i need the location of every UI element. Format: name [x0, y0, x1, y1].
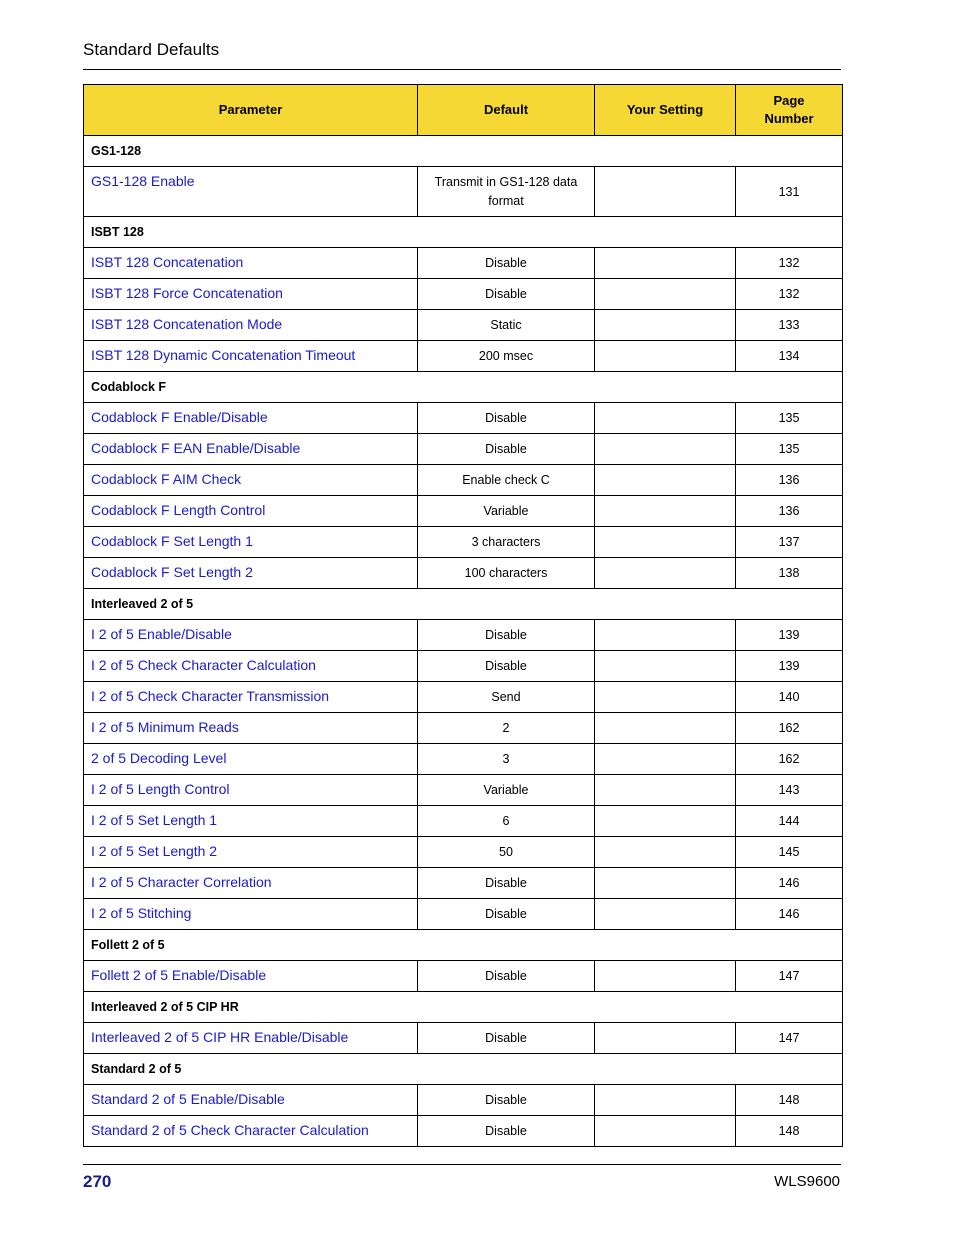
default-value: Disable	[418, 899, 595, 930]
section-heading: GS1-128	[84, 136, 843, 167]
table-row	[84, 558, 843, 589]
parameter-link[interactable]: GS1-128 Enable	[84, 167, 418, 217]
page-number-header-text: Page Number	[764, 93, 814, 126]
parameter-link[interactable]: 2 of 5 Decoding Level	[84, 744, 418, 775]
product-name: WLS9600	[774, 1173, 840, 1190]
your-setting-cell[interactable]	[595, 167, 736, 217]
table-row	[84, 1116, 843, 1147]
your-setting-cell[interactable]	[595, 806, 736, 837]
parameter-link[interactable]: Codablock F AIM Check	[84, 465, 418, 496]
parameter-link[interactable]: ISBT 128 Concatenation	[84, 248, 418, 279]
page-number-cell: 148	[736, 1085, 843, 1116]
your-setting-cell[interactable]	[595, 1116, 736, 1147]
parameter-link[interactable]: I 2 of 5 Check Character Calculation	[84, 651, 418, 682]
footer-rule	[83, 1164, 841, 1165]
section-heading: ISBT 128	[84, 217, 843, 248]
parameter-link[interactable]: Standard 2 of 5 Enable/Disable	[84, 1085, 418, 1116]
parameter-link[interactable]: ISBT 128 Dynamic Concatenation Timeout	[84, 341, 418, 372]
parameter-link[interactable]: I 2 of 5 Stitching	[84, 899, 418, 930]
your-setting-cell[interactable]	[595, 310, 736, 341]
table-row	[84, 961, 843, 992]
your-setting-cell[interactable]	[595, 341, 736, 372]
default-value: Disable	[418, 961, 595, 992]
default-value: Send	[418, 682, 595, 713]
section-row	[84, 992, 843, 1023]
table-row	[84, 837, 843, 868]
parameter-link[interactable]: I 2 of 5 Set Length 2	[84, 837, 418, 868]
page-number-cell: 147	[736, 1023, 843, 1054]
page-number-cell: 132	[736, 248, 843, 279]
page-number-cell: 139	[736, 651, 843, 682]
parameter-link[interactable]: Codablock F Set Length 1	[84, 527, 418, 558]
page-number-cell: 144	[736, 806, 843, 837]
page-number-cell: 137	[736, 527, 843, 558]
section-heading: Follett 2 of 5	[84, 930, 843, 961]
page-number-cell: 139	[736, 620, 843, 651]
table-row	[84, 248, 843, 279]
page-number-cell: 143	[736, 775, 843, 806]
default-value: Disable	[418, 434, 595, 465]
your-setting-cell[interactable]	[595, 961, 736, 992]
default-value: Static	[418, 310, 595, 341]
table-row	[84, 868, 843, 899]
parameter-link[interactable]: ISBT 128 Concatenation Mode	[84, 310, 418, 341]
page-number-cell: 133	[736, 310, 843, 341]
default-value: 200 msec	[418, 341, 595, 372]
page-number-cell: 147	[736, 961, 843, 992]
section-row	[84, 217, 843, 248]
your-setting-cell[interactable]	[595, 403, 736, 434]
defaults-table	[83, 84, 843, 1147]
column-header-your-setting: Your Setting	[595, 85, 736, 136]
your-setting-cell[interactable]	[595, 527, 736, 558]
section-row	[84, 372, 843, 403]
column-header-parameter: Parameter	[84, 85, 418, 136]
parameter-link[interactable]: I 2 of 5 Character Correlation	[84, 868, 418, 899]
table-body	[84, 136, 843, 1147]
section-heading: Interleaved 2 of 5 CIP HR	[84, 992, 843, 1023]
page-number-cell: 140	[736, 682, 843, 713]
your-setting-cell[interactable]	[595, 744, 736, 775]
table-row	[84, 1023, 843, 1054]
table-row	[84, 527, 843, 558]
parameter-link[interactable]: Codablock F Set Length 2	[84, 558, 418, 589]
table-row	[84, 310, 843, 341]
table-row	[84, 620, 843, 651]
your-setting-cell[interactable]	[595, 620, 736, 651]
default-value: Transmit in GS1-128 data format	[418, 167, 595, 217]
your-setting-cell[interactable]	[595, 496, 736, 527]
default-value: 6	[418, 806, 595, 837]
default-value: Disable	[418, 403, 595, 434]
section-heading: Codablock F	[84, 372, 843, 403]
default-value: 2	[418, 713, 595, 744]
your-setting-cell[interactable]	[595, 682, 736, 713]
header-rule	[83, 69, 841, 70]
default-value: 50	[418, 837, 595, 868]
default-value: 3	[418, 744, 595, 775]
table-row	[84, 713, 843, 744]
default-value: Enable check C	[418, 465, 595, 496]
your-setting-cell[interactable]	[595, 837, 736, 868]
page-number: 270	[83, 1172, 112, 1191]
page-number-cell: 145	[736, 837, 843, 868]
parameter-link[interactable]: I 2 of 5 Check Character Transmission	[84, 682, 418, 713]
your-setting-cell[interactable]	[595, 651, 736, 682]
default-value: Disable	[418, 279, 595, 310]
column-header-page-number	[736, 85, 843, 136]
parameter-link[interactable]: Follett 2 of 5 Enable/Disable	[84, 961, 418, 992]
your-setting-cell[interactable]	[595, 713, 736, 744]
section-row	[84, 589, 843, 620]
parameter-link[interactable]: Codablock F Length Control	[84, 496, 418, 527]
page-number-cell: 135	[736, 434, 843, 465]
table-row	[84, 167, 843, 217]
your-setting-cell[interactable]	[595, 868, 736, 899]
default-value: Disable	[418, 620, 595, 651]
table-row	[84, 403, 843, 434]
default-value: Disable	[418, 868, 595, 899]
page-number-cell: 134	[736, 341, 843, 372]
your-setting-cell[interactable]	[595, 1023, 736, 1054]
default-value: Disable	[418, 1116, 595, 1147]
your-setting-cell[interactable]	[595, 1085, 736, 1116]
table-row	[84, 341, 843, 372]
page-header-title: Standard Defaults	[83, 40, 220, 59]
your-setting-cell[interactable]	[595, 899, 736, 930]
page-number-cell: 131	[736, 167, 843, 217]
page-number-cell: 146	[736, 868, 843, 899]
default-value: Disable	[418, 248, 595, 279]
default-value: 100 characters	[418, 558, 595, 589]
parameter-link[interactable]: I 2 of 5 Set Length 1	[84, 806, 418, 837]
default-value: Disable	[418, 651, 595, 682]
page-number-cell: 135	[736, 403, 843, 434]
page-number-cell: 136	[736, 465, 843, 496]
table-header-row	[84, 85, 843, 136]
your-setting-cell[interactable]	[595, 248, 736, 279]
parameter-link[interactable]: Codablock F EAN Enable/Disable	[84, 434, 418, 465]
parameter-link[interactable]: I 2 of 5 Minimum Reads	[84, 713, 418, 744]
your-setting-cell[interactable]	[595, 279, 736, 310]
page-number-cell: 162	[736, 713, 843, 744]
parameter-link[interactable]: ISBT 128 Force Concatenation	[84, 279, 418, 310]
section-row	[84, 1054, 843, 1085]
table-row	[84, 434, 843, 465]
page-number-cell: 146	[736, 899, 843, 930]
your-setting-cell[interactable]	[595, 465, 736, 496]
section-row	[84, 136, 843, 167]
default-value: Variable	[418, 496, 595, 527]
parameter-link[interactable]: I 2 of 5 Enable/Disable	[84, 620, 418, 651]
page-number-cell: 132	[736, 279, 843, 310]
parameter-link[interactable]: Standard 2 of 5 Check Character Calculation	[84, 1116, 418, 1147]
parameter-link[interactable]: Interleaved 2 of 5 CIP HR Enable/Disable	[84, 1023, 418, 1054]
table-row	[84, 682, 843, 713]
default-value: Disable	[418, 1085, 595, 1116]
page-number-cell: 148	[736, 1116, 843, 1147]
column-header-default: Default	[418, 85, 595, 136]
page-number-cell: 162	[736, 744, 843, 775]
table-row	[84, 651, 843, 682]
page-number-cell: 138	[736, 558, 843, 589]
default-value: 3 characters	[418, 527, 595, 558]
section-row	[84, 930, 843, 961]
parameter-link[interactable]: Codablock F Enable/Disable	[84, 403, 418, 434]
page-number-cell: 136	[736, 496, 843, 527]
your-setting-cell[interactable]	[595, 558, 736, 589]
your-setting-cell[interactable]	[595, 775, 736, 806]
table-row	[84, 806, 843, 837]
default-value: Disable	[418, 1023, 595, 1054]
your-setting-cell[interactable]	[595, 434, 736, 465]
table-row	[84, 899, 843, 930]
section-heading: Standard 2 of 5	[84, 1054, 843, 1085]
table-row	[84, 279, 843, 310]
table-row	[84, 744, 843, 775]
table-row	[84, 465, 843, 496]
table-row	[84, 1085, 843, 1116]
table-row	[84, 496, 843, 527]
table-row	[84, 775, 843, 806]
default-value: Variable	[418, 775, 595, 806]
parameter-link[interactable]: I 2 of 5 Length Control	[84, 775, 418, 806]
section-heading: Interleaved 2 of 5	[84, 589, 843, 620]
